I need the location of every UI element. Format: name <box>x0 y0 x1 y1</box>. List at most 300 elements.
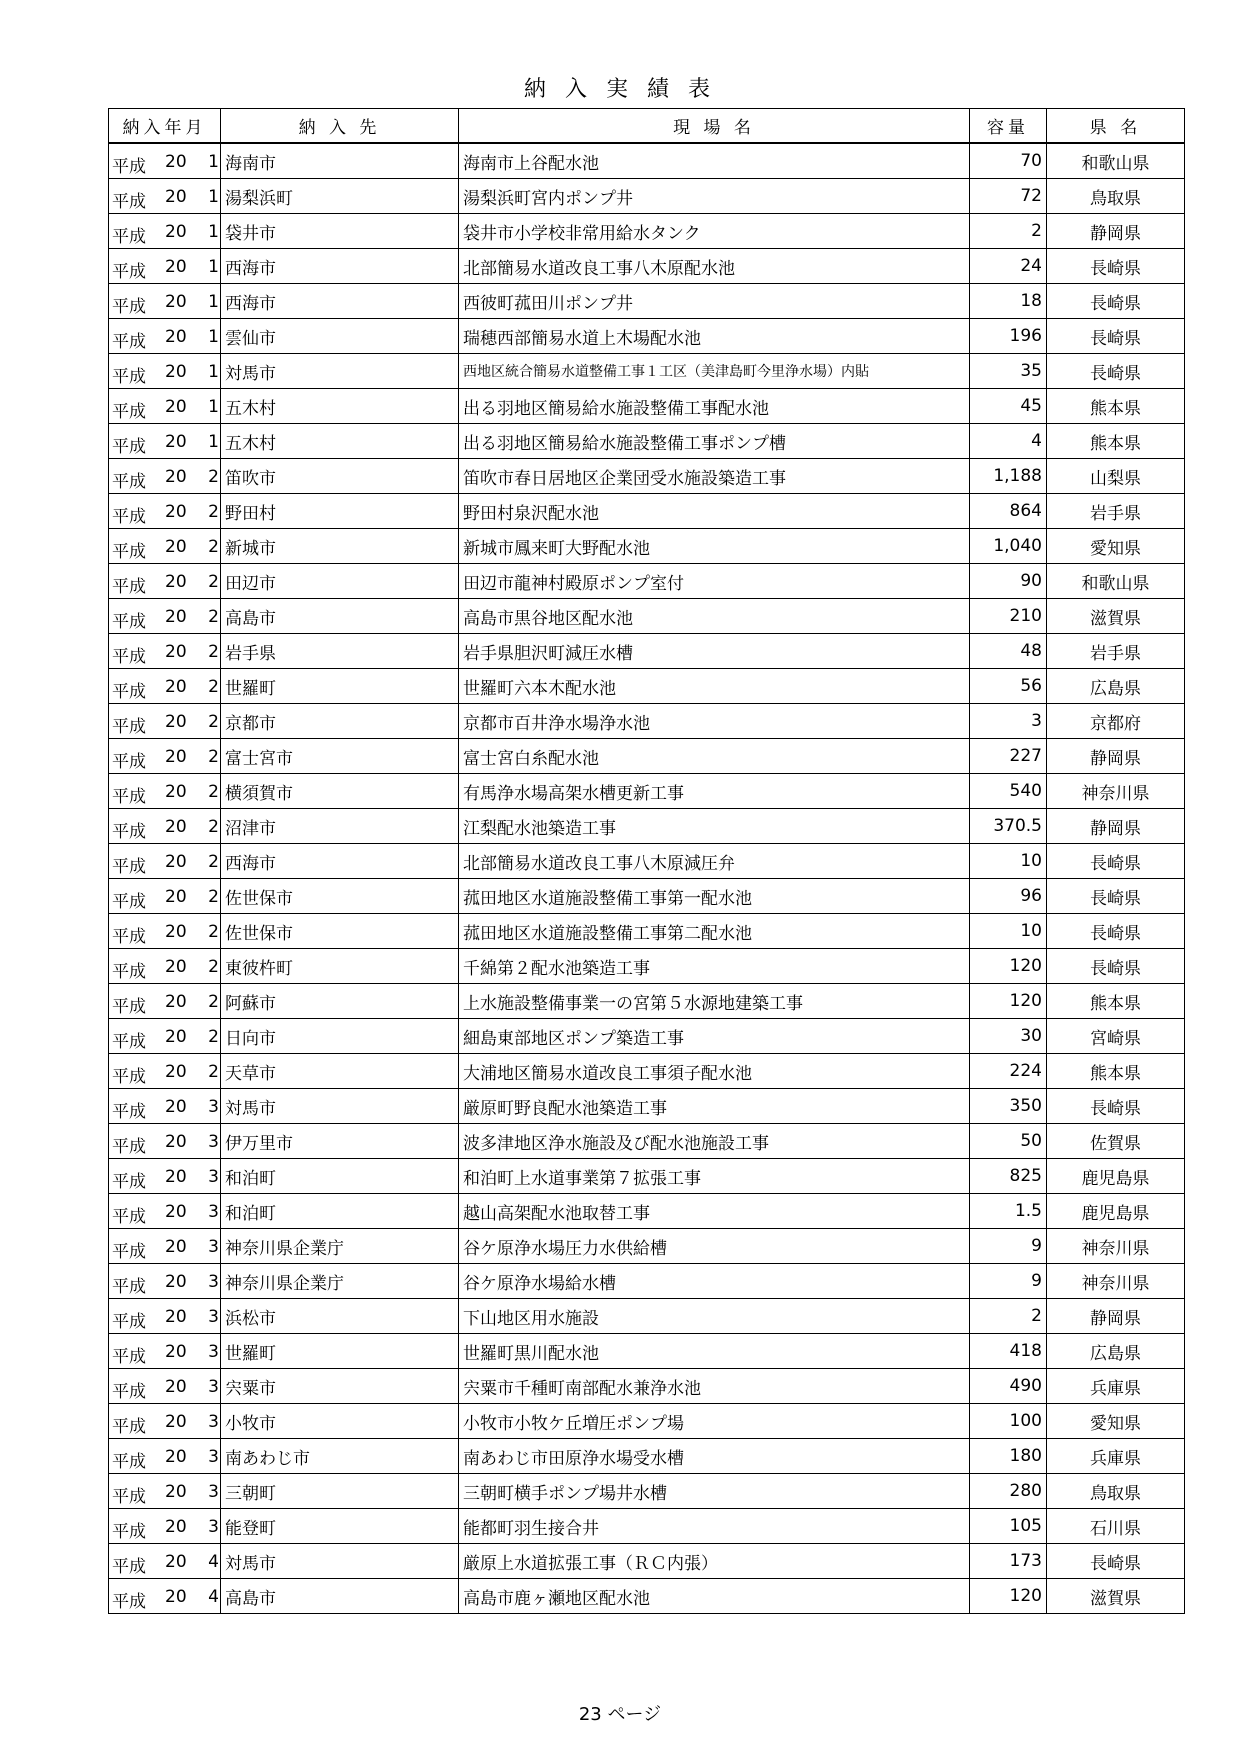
site-name-cell: 細島東部地区ポンプ築造工事 <box>459 1019 970 1054</box>
era: 平成 <box>112 997 146 1017</box>
year: 20 <box>165 467 187 487</box>
month: 1 <box>208 292 219 312</box>
prefecture-cell: 宮崎県 <box>1047 1019 1185 1054</box>
capacity-cell: 350 <box>970 1089 1047 1124</box>
table-row <box>109 634 1185 669</box>
site-name-cell: 出る羽地区簡易給水施設整備工事ポンプ槽 <box>459 424 970 459</box>
era: 平成 <box>112 1172 146 1192</box>
destination-cell: 佐世保市 <box>221 914 459 949</box>
capacity-cell: 4 <box>970 424 1047 459</box>
prefecture-cell: 和歌山県 <box>1047 564 1185 599</box>
prefecture-cell: 神奈川県 <box>1047 1229 1185 1264</box>
capacity-cell: 227 <box>970 739 1047 774</box>
table-row <box>109 1019 1185 1054</box>
prefecture-cell: 岩手県 <box>1047 634 1185 669</box>
table-row <box>109 739 1185 774</box>
capacity-cell: 418 <box>970 1334 1047 1369</box>
month: 3 <box>208 1377 219 1397</box>
date-cell <box>109 984 221 1019</box>
site-name-cell: 越山高架配水池取替工事 <box>459 1194 970 1229</box>
capacity-cell: 48 <box>970 634 1047 669</box>
era: 平成 <box>112 927 146 947</box>
site-name-cell: 笛吹市春日居地区企業団受水施設築造工事 <box>459 459 970 494</box>
destination-cell: 沼津市 <box>221 809 459 844</box>
site-name-cell: 高島市黒谷地区配水池 <box>459 599 970 634</box>
prefecture-cell: 鳥取県 <box>1047 1474 1185 1509</box>
month: 3 <box>208 1272 219 1292</box>
month: 3 <box>208 1132 219 1152</box>
prefecture-cell: 京都府 <box>1047 704 1185 739</box>
prefecture-cell: 熊本県 <box>1047 984 1185 1019</box>
year: 20 <box>165 1272 187 1292</box>
destination-cell: 高島市 <box>221 1579 459 1614</box>
destination-cell: 対馬市 <box>221 354 459 389</box>
table-row <box>109 844 1185 879</box>
site-name-cell: 出る羽地区簡易給水施設整備工事配水池 <box>459 389 970 424</box>
era: 平成 <box>112 717 146 737</box>
site-name-cell: 高島市鹿ヶ瀬地区配水池 <box>459 1579 970 1614</box>
prefecture-cell: 石川県 <box>1047 1509 1185 1544</box>
year: 20 <box>165 1447 187 1467</box>
capacity-cell: 370.5 <box>970 809 1047 844</box>
year: 20 <box>165 887 187 907</box>
delivery-records-table <box>108 108 1185 1614</box>
capacity-cell: 120 <box>970 984 1047 1019</box>
site-name-cell: 上水施設整備事業一の宮第５水源地建築工事 <box>459 984 970 1019</box>
destination-cell: 小牧市 <box>221 1404 459 1439</box>
era: 平成 <box>112 647 146 667</box>
capacity-cell: 10 <box>970 914 1047 949</box>
site-name-cell: 世羅町六本木配水池 <box>459 669 970 704</box>
month: 4 <box>208 1587 219 1607</box>
month: 3 <box>208 1167 219 1187</box>
header-date: 納入年月 <box>109 109 221 144</box>
year: 20 <box>165 1202 187 1222</box>
header-capacity: 容量 <box>970 109 1047 144</box>
capacity-cell: 90 <box>970 564 1047 599</box>
capacity-cell: 96 <box>970 879 1047 914</box>
month: 2 <box>208 712 219 732</box>
capacity-cell: 180 <box>970 1439 1047 1474</box>
era: 平成 <box>112 1312 146 1332</box>
month: 2 <box>208 747 219 767</box>
prefecture-cell: 長崎県 <box>1047 914 1185 949</box>
destination-cell: 天草市 <box>221 1054 459 1089</box>
year: 20 <box>165 1587 187 1607</box>
date-cell <box>109 1369 221 1404</box>
date-cell <box>109 1544 221 1579</box>
capacity-cell: 35 <box>970 354 1047 389</box>
month: 2 <box>208 992 219 1012</box>
site-name-cell: 北部簡易水道改良工事八木原配水池 <box>459 249 970 284</box>
destination-cell: 能登町 <box>221 1509 459 1544</box>
prefecture-cell: 鳥取県 <box>1047 179 1185 214</box>
capacity-cell: 196 <box>970 319 1047 354</box>
month: 3 <box>208 1202 219 1222</box>
date-cell <box>109 1229 221 1264</box>
table-row <box>109 704 1185 739</box>
year: 20 <box>165 1377 187 1397</box>
date-cell <box>109 844 221 879</box>
prefecture-cell: 長崎県 <box>1047 1089 1185 1124</box>
capacity-cell: 224 <box>970 1054 1047 1089</box>
site-name-cell: 宍粟市千種町南部配水兼浄水池 <box>459 1369 970 1404</box>
era: 平成 <box>112 1522 146 1542</box>
capacity-cell: 9 <box>970 1229 1047 1264</box>
month: 2 <box>208 1062 219 1082</box>
date-cell <box>109 1334 221 1369</box>
date-cell <box>109 739 221 774</box>
prefecture-cell: 和歌山県 <box>1047 143 1185 179</box>
month: 2 <box>208 607 219 627</box>
month: 1 <box>208 152 219 172</box>
year: 20 <box>165 152 187 172</box>
destination-cell: 和泊町 <box>221 1159 459 1194</box>
era: 平成 <box>112 227 146 247</box>
era: 平成 <box>112 752 146 772</box>
table-row <box>109 949 1185 984</box>
table-row <box>109 1299 1185 1334</box>
site-name-cell: 谷ケ原浄水場給水槽 <box>459 1264 970 1299</box>
era: 平成 <box>112 1557 146 1577</box>
site-name-cell: 江梨配水池築造工事 <box>459 809 970 844</box>
table-row <box>109 1089 1185 1124</box>
page-title: 納 入 実 績 表 <box>524 77 716 102</box>
date-cell <box>109 1404 221 1439</box>
date-cell <box>109 1124 221 1159</box>
table-row <box>109 599 1185 634</box>
prefecture-cell: 長崎県 <box>1047 844 1185 879</box>
month: 3 <box>208 1447 219 1467</box>
date-cell <box>109 459 221 494</box>
capacity-cell: 173 <box>970 1544 1047 1579</box>
era: 平成 <box>112 577 146 597</box>
month: 1 <box>208 432 219 452</box>
site-name-cell: 千綿第２配水池築造工事 <box>459 949 970 984</box>
date-cell <box>109 914 221 949</box>
date-cell <box>109 1509 221 1544</box>
date-cell <box>109 1579 221 1614</box>
era: 平成 <box>112 367 146 387</box>
table-row <box>109 249 1185 284</box>
era: 平成 <box>112 612 146 632</box>
capacity-cell: 50 <box>970 1124 1047 1159</box>
destination-cell: 三朝町 <box>221 1474 459 1509</box>
capacity-cell: 1,188 <box>970 459 1047 494</box>
header-prefecture: 県 名 <box>1047 109 1185 144</box>
destination-cell: 伊万里市 <box>221 1124 459 1159</box>
site-name-cell: 厳原上水道拡張工事（ＲＣ内張） <box>459 1544 970 1579</box>
table-row <box>109 809 1185 844</box>
capacity-cell: 70 <box>970 143 1047 179</box>
month: 3 <box>208 1517 219 1537</box>
year: 20 <box>165 502 187 522</box>
year: 20 <box>165 432 187 452</box>
prefecture-cell: 兵庫県 <box>1047 1369 1185 1404</box>
month: 2 <box>208 642 219 662</box>
month: 3 <box>208 1342 219 1362</box>
prefecture-cell: 長崎県 <box>1047 249 1185 284</box>
table-row <box>109 319 1185 354</box>
year: 20 <box>165 1167 187 1187</box>
date-cell <box>109 879 221 914</box>
table-row <box>109 1334 1185 1369</box>
capacity-cell: 2 <box>970 214 1047 249</box>
destination-cell: 海南市 <box>221 143 459 179</box>
capacity-cell: 45 <box>970 389 1047 424</box>
site-name-cell: 野田村泉沢配水池 <box>459 494 970 529</box>
date-cell <box>109 599 221 634</box>
year: 20 <box>165 327 187 347</box>
year: 20 <box>165 537 187 557</box>
month: 2 <box>208 1027 219 1047</box>
destination-cell: 新城市 <box>221 529 459 564</box>
month: 2 <box>208 922 219 942</box>
month: 3 <box>208 1412 219 1432</box>
destination-cell: 京都市 <box>221 704 459 739</box>
year: 20 <box>165 992 187 1012</box>
table-row <box>109 179 1185 214</box>
prefecture-cell: 長崎県 <box>1047 284 1185 319</box>
capacity-cell: 18 <box>970 284 1047 319</box>
year: 20 <box>165 187 187 207</box>
site-name-cell: 谷ケ原浄水場圧力水供給槽 <box>459 1229 970 1264</box>
date-cell <box>109 143 221 179</box>
era: 平成 <box>112 1452 146 1472</box>
era: 平成 <box>112 1592 146 1612</box>
destination-cell: 浜松市 <box>221 1299 459 1334</box>
site-name-cell: 袋井市小学校非常用給水タンク <box>459 214 970 249</box>
era: 平成 <box>112 857 146 877</box>
month: 1 <box>208 222 219 242</box>
destination-cell: 笛吹市 <box>221 459 459 494</box>
destination-cell: 湯梨浜町 <box>221 179 459 214</box>
site-name-cell: 菰田地区水道施設整備工事第一配水池 <box>459 879 970 914</box>
year: 20 <box>165 852 187 872</box>
table-row <box>109 529 1185 564</box>
destination-cell: 対馬市 <box>221 1544 459 1579</box>
table-row <box>109 914 1185 949</box>
year: 20 <box>165 957 187 977</box>
prefecture-cell: 静岡県 <box>1047 809 1185 844</box>
prefecture-cell: 静岡県 <box>1047 214 1185 249</box>
era: 平成 <box>112 472 146 492</box>
era: 平成 <box>112 297 146 317</box>
site-name-cell: 有馬浄水場高架水槽更新工事 <box>459 774 970 809</box>
prefecture-cell: 鹿児島県 <box>1047 1159 1185 1194</box>
date-cell <box>109 704 221 739</box>
destination-cell: 田辺市 <box>221 564 459 599</box>
year: 20 <box>165 1027 187 1047</box>
year: 20 <box>165 1307 187 1327</box>
destination-cell: 袋井市 <box>221 214 459 249</box>
destination-cell: 南あわじ市 <box>221 1439 459 1474</box>
site-name-cell: 新城市鳳来町大野配水池 <box>459 529 970 564</box>
date-cell <box>109 1054 221 1089</box>
site-name-cell: 厳原町野良配水池築造工事 <box>459 1089 970 1124</box>
prefecture-cell: 広島県 <box>1047 1334 1185 1369</box>
era: 平成 <box>112 822 146 842</box>
table-row <box>109 1229 1185 1264</box>
date-cell <box>109 1089 221 1124</box>
destination-cell: 西海市 <box>221 844 459 879</box>
table-row <box>109 1579 1185 1614</box>
era: 平成 <box>112 1102 146 1122</box>
era: 平成 <box>112 1417 146 1437</box>
capacity-cell: 100 <box>970 1404 1047 1439</box>
header-destination: 納 入 先 <box>221 109 459 144</box>
capacity-cell: 30 <box>970 1019 1047 1054</box>
capacity-cell: 1,040 <box>970 529 1047 564</box>
table-row <box>109 879 1185 914</box>
era: 平成 <box>112 262 146 282</box>
destination-cell: 対馬市 <box>221 1089 459 1124</box>
destination-cell: 宍粟市 <box>221 1369 459 1404</box>
capacity-cell: 540 <box>970 774 1047 809</box>
table-row <box>109 1474 1185 1509</box>
year: 20 <box>165 222 187 242</box>
year: 20 <box>165 607 187 627</box>
site-name-cell: 三朝町横手ポンプ場井水槽 <box>459 1474 970 1509</box>
date-cell <box>109 1264 221 1299</box>
destination-cell: 神奈川県企業庁 <box>221 1264 459 1299</box>
month: 2 <box>208 852 219 872</box>
prefecture-cell: 兵庫県 <box>1047 1439 1185 1474</box>
destination-cell: 阿蘇市 <box>221 984 459 1019</box>
date-cell <box>109 214 221 249</box>
prefecture-cell: 長崎県 <box>1047 949 1185 984</box>
era: 平成 <box>112 1487 146 1507</box>
prefecture-cell: 神奈川県 <box>1047 1264 1185 1299</box>
month: 2 <box>208 887 219 907</box>
year: 20 <box>165 1237 187 1257</box>
era: 平成 <box>112 962 146 982</box>
table-row <box>109 1439 1185 1474</box>
table-row <box>109 1509 1185 1544</box>
table-row <box>109 1159 1185 1194</box>
date-cell <box>109 354 221 389</box>
capacity-cell: 9 <box>970 1264 1047 1299</box>
site-name-cell: 田辺市龍神村殿原ポンプ室付 <box>459 564 970 599</box>
era: 平成 <box>112 787 146 807</box>
site-name-cell: 海南市上谷配水池 <box>459 143 970 179</box>
destination-cell: 世羅町 <box>221 1334 459 1369</box>
era: 平成 <box>112 1382 146 1402</box>
site-name-cell: 和泊町上水道事業第７拡張工事 <box>459 1159 970 1194</box>
destination-cell: 日向市 <box>221 1019 459 1054</box>
prefecture-cell: 熊本県 <box>1047 1054 1185 1089</box>
site-name-cell: 北部簡易水道改良工事八木原減圧弁 <box>459 844 970 879</box>
year: 20 <box>165 572 187 592</box>
prefecture-cell: 愛知県 <box>1047 1404 1185 1439</box>
year: 20 <box>165 1342 187 1362</box>
date-cell <box>109 284 221 319</box>
table-row <box>109 1054 1185 1089</box>
destination-cell: 西海市 <box>221 284 459 319</box>
destination-cell: 西海市 <box>221 249 459 284</box>
site-name-cell: 富士宮白糸配水池 <box>459 739 970 774</box>
table-row <box>109 389 1185 424</box>
year: 20 <box>165 1482 187 1502</box>
capacity-cell: 825 <box>970 1159 1047 1194</box>
destination-cell: 高島市 <box>221 599 459 634</box>
destination-cell: 神奈川県企業庁 <box>221 1229 459 1264</box>
capacity-cell: 490 <box>970 1369 1047 1404</box>
year: 20 <box>165 397 187 417</box>
table-row <box>109 494 1185 529</box>
table-row <box>109 214 1185 249</box>
destination-cell: 世羅町 <box>221 669 459 704</box>
site-name-cell: 西彼町菰田川ポンプ井 <box>459 284 970 319</box>
year: 20 <box>165 747 187 767</box>
date-cell <box>109 1299 221 1334</box>
month: 1 <box>208 397 219 417</box>
table-row <box>109 669 1185 704</box>
era: 平成 <box>112 507 146 527</box>
table-row <box>109 984 1185 1019</box>
table-row <box>109 424 1185 459</box>
destination-cell: 岩手県 <box>221 634 459 669</box>
year: 20 <box>165 257 187 277</box>
month: 2 <box>208 957 219 977</box>
month: 2 <box>208 677 219 697</box>
capacity-cell: 2 <box>970 1299 1047 1334</box>
site-name-cell: 湯梨浜町宮内ポンプ井 <box>459 179 970 214</box>
site-name-cell: 大浦地区簡易水道改良工事須子配水池 <box>459 1054 970 1089</box>
destination-cell: 雲仙市 <box>221 319 459 354</box>
date-cell <box>109 1474 221 1509</box>
year: 20 <box>165 817 187 837</box>
site-name-cell: 世羅町黒川配水池 <box>459 1334 970 1369</box>
capacity-cell: 864 <box>970 494 1047 529</box>
month: 3 <box>208 1482 219 1502</box>
month: 3 <box>208 1097 219 1117</box>
site-name-cell: 瑞穂西部簡易水道上木場配水池 <box>459 319 970 354</box>
year: 20 <box>165 922 187 942</box>
month: 2 <box>208 572 219 592</box>
year: 20 <box>165 782 187 802</box>
era: 平成 <box>112 1067 146 1087</box>
capacity-cell: 105 <box>970 1509 1047 1544</box>
prefecture-cell: 熊本県 <box>1047 424 1185 459</box>
prefecture-cell: 長崎県 <box>1047 879 1185 914</box>
prefecture-cell: 滋賀県 <box>1047 1579 1185 1614</box>
site-name-cell: 小牧市小牧ケ丘増圧ポンプ場 <box>459 1404 970 1439</box>
prefecture-cell: 長崎県 <box>1047 1544 1185 1579</box>
date-cell <box>109 249 221 284</box>
date-cell <box>109 179 221 214</box>
capacity-cell: 280 <box>970 1474 1047 1509</box>
table-row <box>109 1404 1185 1439</box>
capacity-cell: 210 <box>970 599 1047 634</box>
site-name-cell: 菰田地区水道施設整備工事第二配水池 <box>459 914 970 949</box>
era: 平成 <box>112 1277 146 1297</box>
capacity-cell: 120 <box>970 1579 1047 1614</box>
year: 20 <box>165 1062 187 1082</box>
date-cell <box>109 319 221 354</box>
era: 平成 <box>112 402 146 422</box>
site-name-cell: 岩手県胆沢町減圧水槽 <box>459 634 970 669</box>
year: 20 <box>165 642 187 662</box>
prefecture-cell: 長崎県 <box>1047 319 1185 354</box>
site-name-cell: 波多津地区浄水施設及び配水池施設工事 <box>459 1124 970 1159</box>
prefecture-cell: 熊本県 <box>1047 389 1185 424</box>
destination-cell: 野田村 <box>221 494 459 529</box>
month: 4 <box>208 1552 219 1572</box>
capacity-cell: 3 <box>970 704 1047 739</box>
era: 平成 <box>112 437 146 457</box>
destination-cell: 横須賀市 <box>221 774 459 809</box>
